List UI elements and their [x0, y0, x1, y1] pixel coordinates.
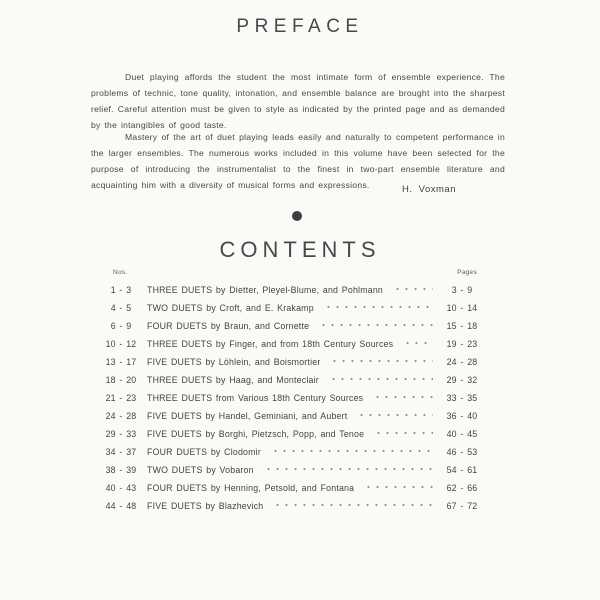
row-title: THREE DUETS by Dietter, Pleyel-Blume, and Pohlmann: [147, 285, 384, 295]
table-row: [101, 299, 485, 317]
row-pages: 33 - 35: [446, 393, 478, 403]
row-pages: 46 - 53: [446, 447, 478, 457]
row-title: FIVE DUETS by Löhlein, and Boismortier: [147, 357, 321, 367]
row-pages: 19 - 23: [446, 339, 478, 349]
row-pages: 10 - 14: [446, 303, 478, 313]
row-nos: 40 - 43: [105, 483, 137, 493]
dotted-leader: [355, 409, 433, 423]
table-row: [101, 317, 485, 335]
row-nos: 1 - 3: [110, 285, 132, 295]
table-row: [101, 443, 485, 461]
preface-title: PREFACE: [236, 16, 364, 37]
row-title: THREE DUETS from Various 18th Century Sources: [147, 393, 364, 403]
row-pages: 36 - 40: [446, 411, 478, 421]
dotted-leader: [391, 283, 433, 297]
dotted-leader: [328, 355, 433, 369]
table-row: [101, 461, 485, 479]
contents-table-header: [101, 269, 485, 276]
row-nos: 24 - 28: [105, 411, 137, 421]
row-nos: 29 - 33: [105, 429, 137, 439]
row-title: THREE DUETS by Haag, and Monteclair: [147, 375, 319, 385]
row-title: FIVE DUETS by Borghi, Pietzsch, Popp, and Tenoe: [147, 429, 365, 439]
dotted-leader: [401, 337, 433, 351]
row-nos: 21 - 23: [105, 393, 137, 403]
table-row: [101, 335, 485, 353]
section-divider-dot: [292, 211, 302, 221]
row-title: TWO DUETS by Croft, and E. Krakamp: [147, 303, 314, 313]
contents-rows: [101, 281, 485, 515]
nos-column-header: Nos.: [113, 269, 128, 276]
table-row: [101, 389, 485, 407]
preface-paragraph-2: Mastery of the art of duet playing leads easily and naturally to competent performance in the larger ensembles. The numerous works included in this volume have been selected for the purpose of introducing the instrumentalist to the finest in two-part ensemble literature and acquainting him with a diversity of musical forms and expressions.: [91, 131, 505, 190]
row-title: TWO DUETS by Vobaron: [147, 465, 254, 475]
row-title: FOUR DUETS by Clodomir: [147, 447, 261, 457]
table-row: [101, 479, 485, 497]
row-title: FIVE DUETS by Blazhevich: [147, 501, 264, 511]
contents-table: [101, 269, 485, 515]
table-row: [101, 407, 485, 425]
row-pages: 40 - 45: [446, 429, 478, 439]
row-nos: 13 - 17: [105, 357, 137, 367]
row-nos: 34 - 37: [105, 447, 137, 457]
row-nos: 18 - 20: [105, 375, 137, 385]
table-row: [101, 371, 485, 389]
row-pages: 15 - 18: [446, 321, 478, 331]
table-row: [101, 497, 485, 515]
row-nos: 4 - 5: [110, 303, 132, 313]
dotted-leader: [271, 499, 433, 513]
dotted-leader: [262, 463, 433, 477]
author-signature: H. Voxman: [402, 184, 456, 195]
dotted-leader: [371, 391, 433, 405]
row-pages: 3 - 9: [451, 285, 473, 295]
row-nos: 10 - 12: [105, 339, 137, 349]
dotted-leader: [372, 427, 433, 441]
row-pages: 54 - 61: [446, 465, 478, 475]
dotted-leader: [317, 319, 433, 333]
table-row: [101, 425, 485, 443]
table-row: [101, 281, 485, 299]
row-pages: 67 - 72: [446, 501, 478, 511]
table-row: [101, 353, 485, 371]
row-title: FOUR DUETS by Braun, and Cornette: [147, 321, 310, 331]
row-pages: 24 - 28: [446, 357, 478, 367]
dotted-leader: [362, 481, 433, 495]
dotted-leader: [322, 301, 433, 315]
preface-paragraph-1: Duet playing affords the student the most intimate form of ensemble experience. The problems of technic, tone quality, intonation, and ensemble balance are brought into the sharpest relief. Careful attention must be given to style as indicated by the printed page and as demanded by the intangibles of good taste.: [91, 71, 505, 130]
pages-column-header: Pages: [457, 269, 477, 276]
row-title: THREE DUETS by Finger, and from 18th Century Sources: [147, 339, 394, 349]
row-title: FIVE DUETS by Handel, Geminiani, and Aubert: [147, 411, 348, 421]
row-pages: 62 - 66: [446, 483, 478, 493]
row-nos: 44 - 48: [105, 501, 137, 511]
row-nos: 38 - 39: [105, 465, 137, 475]
row-title: FOUR DUETS by Henning, Petsold, and Fontana: [147, 483, 355, 493]
row-pages: 29 - 32: [446, 375, 478, 385]
dotted-leader: [327, 373, 433, 387]
row-nos: 6 - 9: [110, 321, 132, 331]
dotted-leader: [269, 445, 433, 459]
contents-title: CONTENTS: [219, 237, 381, 262]
